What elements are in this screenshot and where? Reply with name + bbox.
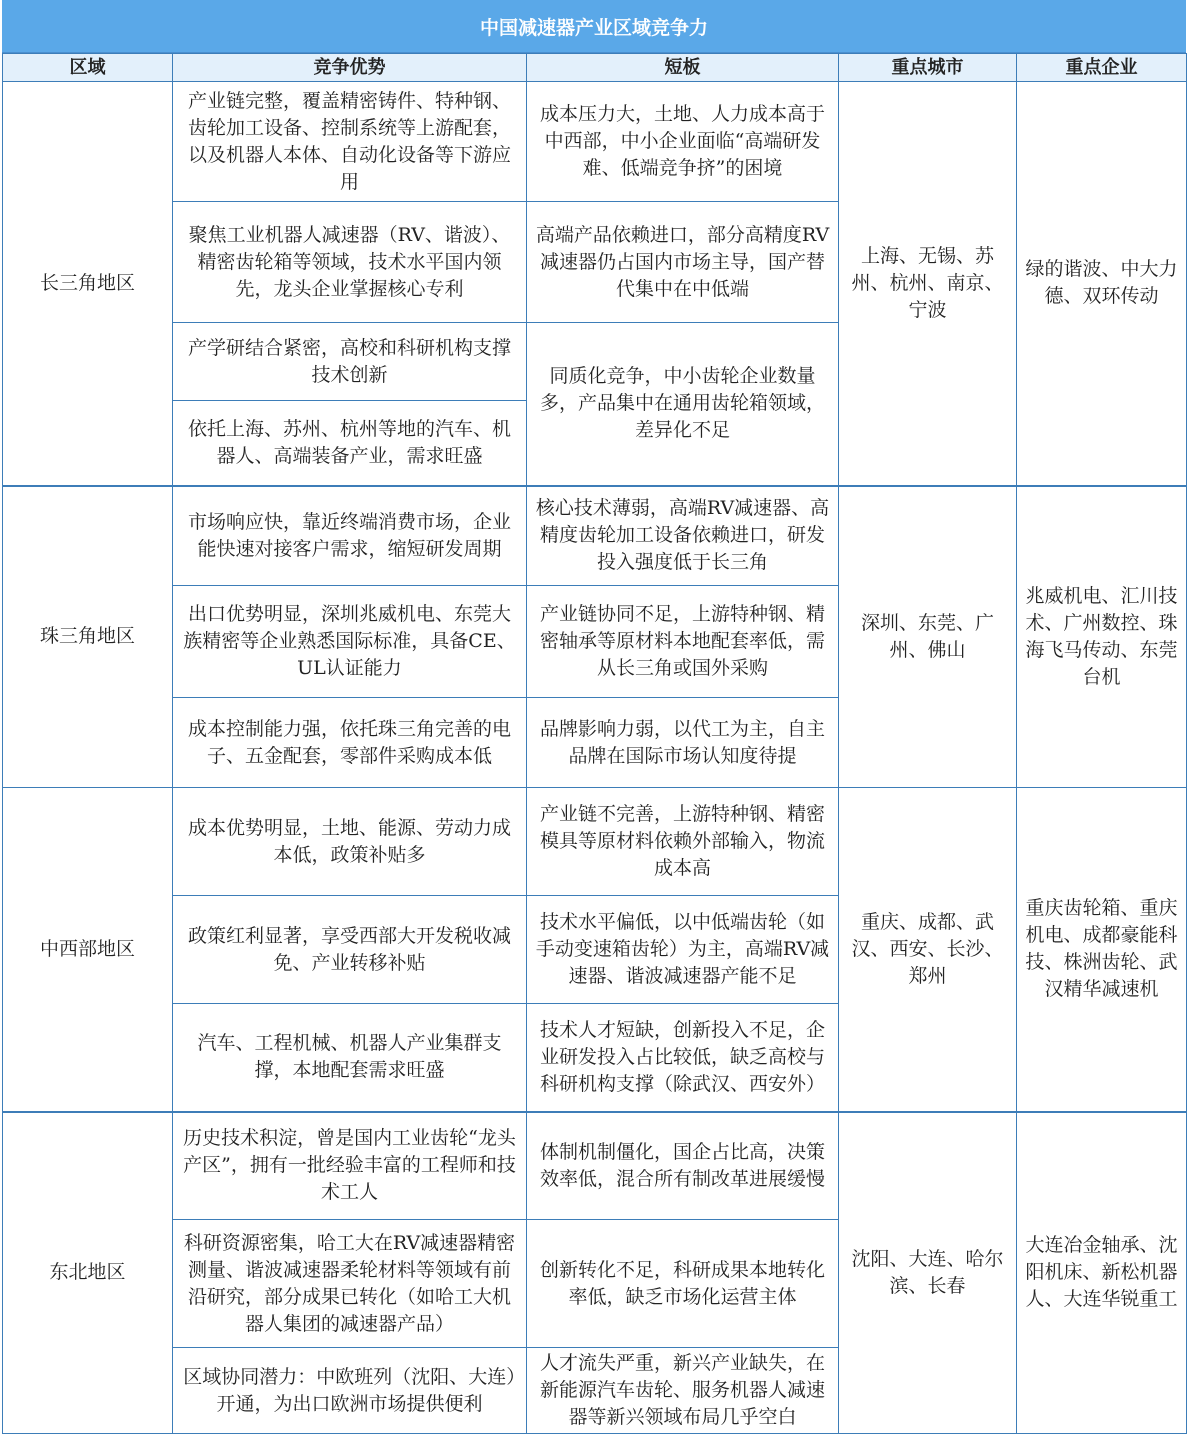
weakness-cell: 人才流失严重，新兴产业缺失，在新能源汽车齿轮、服务机器人减速器等新兴领域布局几乎空白 bbox=[527, 1348, 839, 1434]
table-row bbox=[3, 82, 1187, 202]
weakness-cell: 同质化竞争，中小齿轮企业数量多，产品集中在通用齿轮箱领域，差异化不足 bbox=[527, 323, 839, 486]
header-weakness: 短板 bbox=[527, 54, 839, 82]
weakness-cell: 创新转化不足，科研成果本地转化率低，缺乏市场化运营主体 bbox=[527, 1220, 839, 1348]
cities-cell: 上海、无锡、苏州、杭州、南京、宁波 bbox=[839, 82, 1017, 486]
weakness-cell: 品牌影响力弱，以代工为主，自主品牌在国际市场认知度待提 bbox=[527, 698, 839, 788]
weakness-cell: 技术水平偏低，以中低端齿轮（如手动变速箱齿轮）为主，高端RV减速器、谐波减速器产能不足 bbox=[527, 896, 839, 1004]
region-name: 珠三角地区 bbox=[3, 486, 173, 788]
cities-cell: 重庆、成都、武汉、西安、长沙、郑州 bbox=[839, 788, 1017, 1112]
cities-cell: 深圳、东莞、广州、佛山 bbox=[839, 486, 1017, 788]
companies-cell: 重庆齿轮箱、重庆机电、成都豪能科技、株洲齿轮、武汉精华减速机 bbox=[1017, 788, 1187, 1112]
advantage-cell: 历史技术积淀，曾是国内工业齿轮“龙头产区”，拥有一批经验丰富的工程师和技术工人 bbox=[173, 1112, 527, 1220]
header-advantage: 竞争优势 bbox=[173, 54, 527, 82]
table-title: 中国减速器产业区域竞争力 bbox=[2, 0, 1186, 53]
cities-cell: 沈阳、大连、哈尔滨、长春 bbox=[839, 1112, 1017, 1434]
table-row bbox=[3, 1112, 1187, 1220]
advantage-cell: 产学研结合紧密，高校和科研机构支撑技术创新 bbox=[173, 323, 527, 401]
companies-cell: 兆威机电、汇川技术、广州数控、珠海飞马传动、东莞台机 bbox=[1017, 486, 1187, 788]
header-companies: 重点企业 bbox=[1017, 54, 1187, 82]
header-region: 区域 bbox=[3, 54, 173, 82]
advantage-cell: 聚焦工业机器人减速器（RV、谐波）、精密齿轮箱等领域，技术水平国内领先，龙头企业掌握核心专利 bbox=[173, 202, 527, 323]
advantage-cell: 依托上海、苏州、杭州等地的汽车、机器人、高端装备产业，需求旺盛 bbox=[173, 401, 527, 486]
advantage-cell: 区域协同潜力：中欧班列（沈阳、大连）开通，为出口欧洲市场提供便利 bbox=[173, 1348, 527, 1434]
weakness-cell: 核心技术薄弱，高端RV减速器、高精度齿轮加工设备依赖进口，研发投入强度低于长三角 bbox=[527, 486, 839, 586]
region-name: 东北地区 bbox=[3, 1112, 173, 1434]
header-cities: 重点城市 bbox=[839, 54, 1017, 82]
advantage-cell: 科研资源密集，哈工大在RV减速器精密测量、谐波减速器柔轮材料等领域有前沿研究，部分成果已转化（如哈工大机器人集团的减速器产品） bbox=[173, 1220, 527, 1348]
weakness-cell: 体制机制僵化，国企占比高，决策效率低，混合所有制改革进展缓慢 bbox=[527, 1112, 839, 1220]
advantage-cell: 成本控制能力强，依托珠三角完善的电子、五金配套，零部件采购成本低 bbox=[173, 698, 527, 788]
region-name: 长三角地区 bbox=[3, 82, 173, 486]
weakness-cell: 成本压力大，土地、人力成本高于中西部，中小企业面临“高端研发难、低端竞争挤”的困境 bbox=[527, 82, 839, 202]
table-wrapper bbox=[2, 0, 1186, 1434]
region-name: 中西部地区 bbox=[3, 788, 173, 1112]
weakness-cell: 高端产品依赖进口，部分高精度RV减速器仍占国内市场主导，国产替代集中在中低端 bbox=[527, 202, 839, 323]
weakness-cell: 技术人才短缺，创新投入不足，企业研发投入占比较低，缺乏高校与科研机构支撑（除武汉、西安外） bbox=[527, 1004, 839, 1112]
companies-cell: 绿的谐波、中大力德、双环传动 bbox=[1017, 82, 1187, 486]
advantage-cell: 产业链完整，覆盖精密铸件、特种钢、齿轮加工设备、控制系统等上游配套，以及机器人本体、自动化设备等下游应用 bbox=[173, 82, 527, 202]
table-row bbox=[3, 486, 1187, 586]
advantage-cell: 出口优势明显，深圳兆威机电、东莞大族精密等企业熟悉国际标准，具备CE、UL认证能力 bbox=[173, 586, 527, 698]
header-row bbox=[3, 54, 1187, 82]
weakness-cell: 产业链不完善，上游特种钢、精密模具等原材料依赖外部输入，物流成本高 bbox=[527, 788, 839, 896]
table-row bbox=[3, 788, 1187, 896]
advantage-cell: 汽车、工程机械、机器人产业集群支撑，本地配套需求旺盛 bbox=[173, 1004, 527, 1112]
advantage-cell: 成本优势明显，土地、能源、劳动力成本低，政策补贴多 bbox=[173, 788, 527, 896]
companies-cell: 大连冶金轴承、沈阳机床、新松机器人、大连华锐重工 bbox=[1017, 1112, 1187, 1434]
advantage-cell: 政策红利显著，享受西部大开发税收减免、产业转移补贴 bbox=[173, 896, 527, 1004]
advantage-cell: 市场响应快，靠近终端消费市场，企业能快速对接客户需求，缩短研发周期 bbox=[173, 486, 527, 586]
region-table bbox=[2, 53, 1187, 1434]
weakness-cell: 产业链协同不足，上游特种钢、精密轴承等原材料本地配套率低，需从长三角或国外采购 bbox=[527, 586, 839, 698]
